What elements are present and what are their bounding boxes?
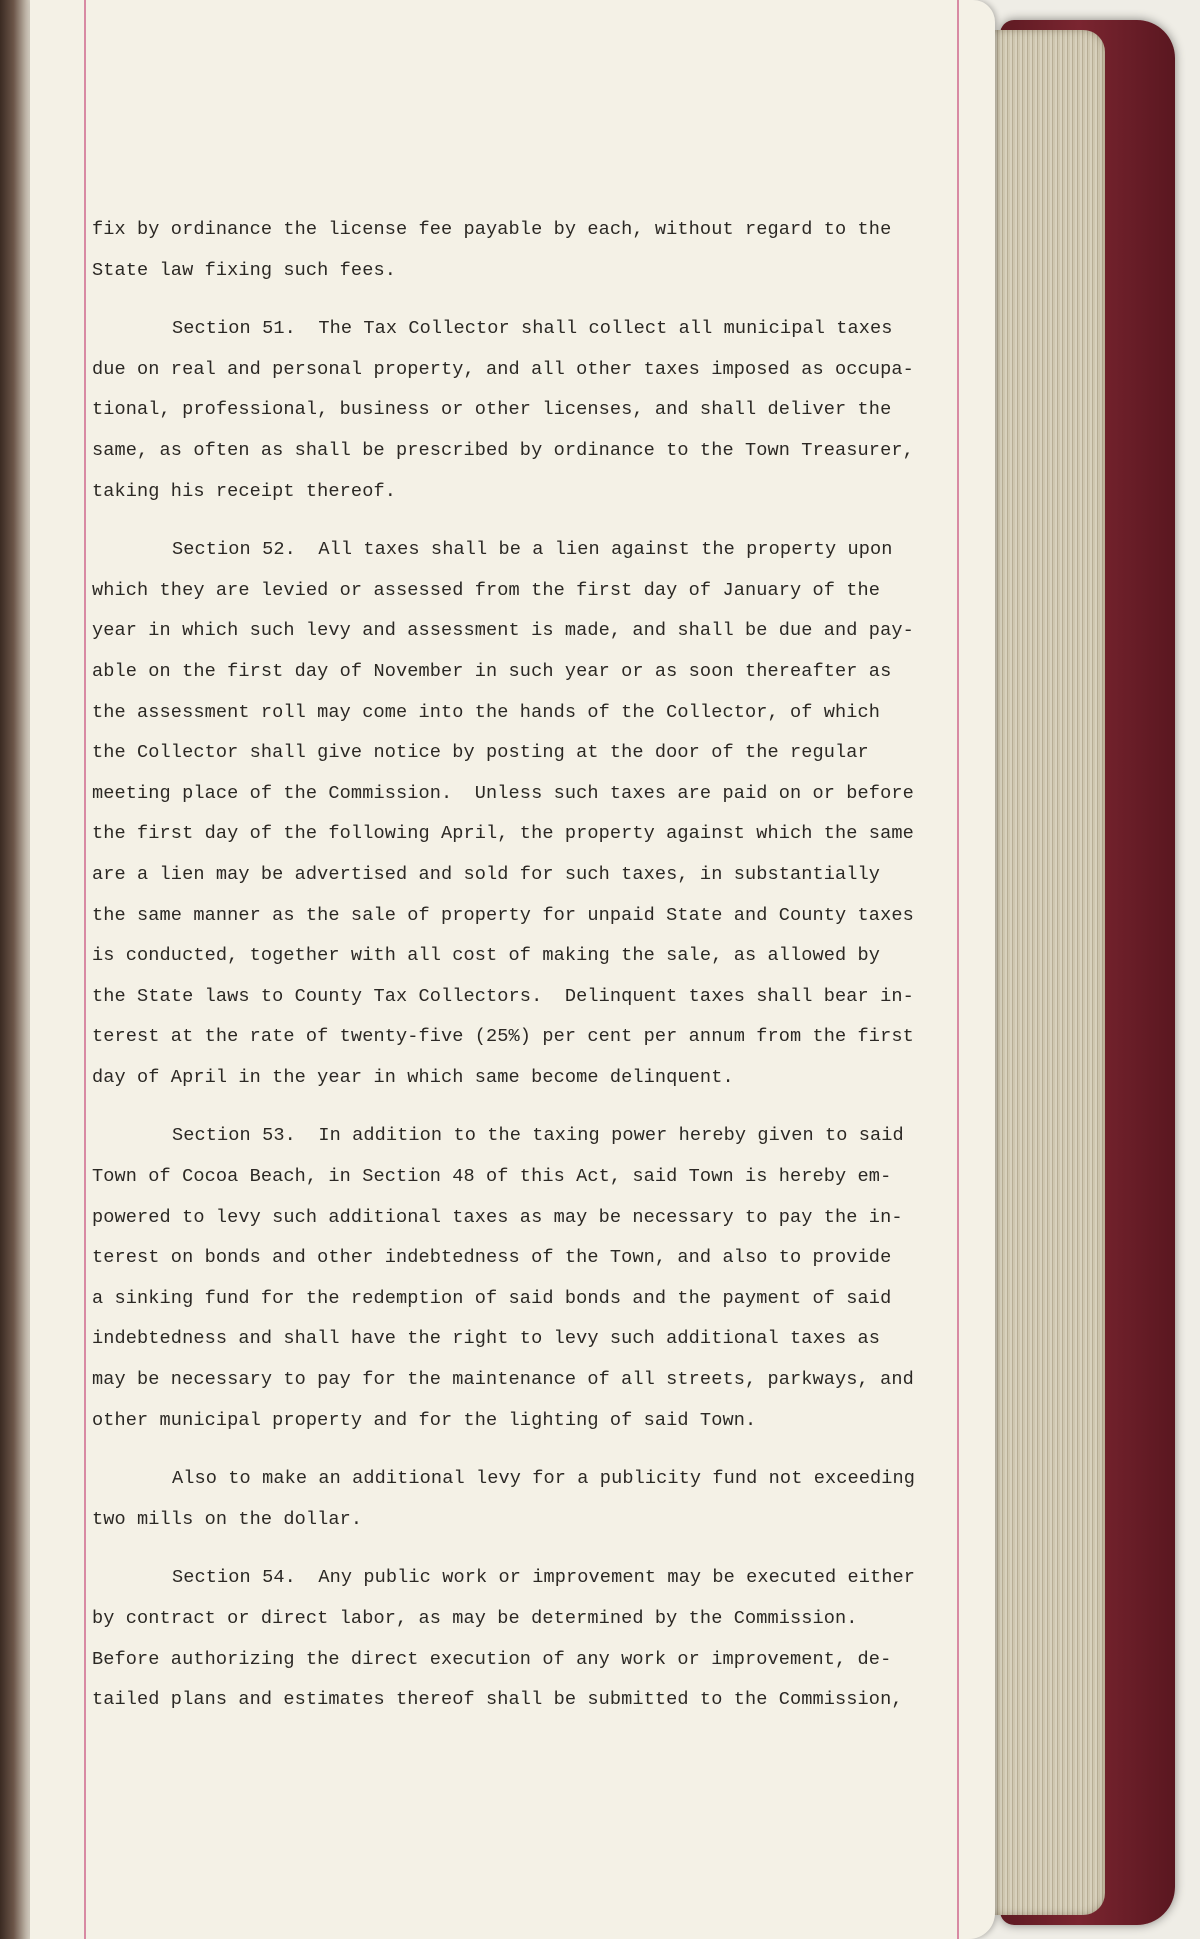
text-line: the assessment roll may come into the hands of the Collector, of which: [92, 701, 881, 723]
text-line: the State laws to County Tax Collectors. Delinquent taxes shall bear in-: [92, 985, 914, 1007]
text-line: by contract or direct labor, as may be determined by the Commission.: [92, 1608, 858, 1629]
section-heading-line: Section 54. Any public work or improvement may be executed either: [172, 1567, 916, 1589]
text-line: terest at the rate of twenty-five (25%) per cent per annum from the first: [92, 1026, 914, 1048]
text-line: powered to levy such additional taxes as may be necessary to pay the in-: [92, 1206, 903, 1228]
text-line: able on the first day of November in such year or as soon thereafter as: [92, 660, 892, 682]
text-line: meeting place of the Commission. Unless such taxes are paid on or before: [92, 782, 914, 804]
text-line: the same manner as the sale of property for unpaid State and County taxes: [92, 904, 914, 926]
paragraph-section-53: [92, 1116, 992, 1441]
paragraph-section-51: [92, 309, 992, 512]
text-line: Also to make an additional levy for a publicity fund not exceeding: [172, 1468, 916, 1490]
text-line: a sinking fund for the redemption of said bonds and the payment of said: [92, 1287, 892, 1309]
paragraph-section-52: [92, 530, 992, 1098]
text-line: tional, professional, business or other licenses, and shall deliver the: [92, 399, 892, 421]
text-line: terest on bonds and other indebtedness of the Town, and also to provide: [92, 1247, 892, 1269]
text-line: State law fixing such fees.: [92, 259, 396, 281]
text-line: same, as often as shall be prescribed by ordinance to the Town Treasurer,: [92, 439, 914, 461]
text-line: which they are levied or assessed from the first day of January of the: [92, 579, 881, 601]
text-line: the first day of the following April, the property against which the same: [92, 823, 914, 845]
section-heading-line: Section 53. In addition to the taxing power hereby given to said: [172, 1125, 904, 1147]
book-binding: [0, 0, 30, 1939]
paragraph-continuation: [92, 210, 992, 291]
text-line: two mills on the dollar.: [92, 1508, 363, 1530]
text-line: year in which such levy and assessment is made, and shall be due and pay-: [92, 620, 914, 642]
text-line: other municipal property and for the lighting of said Town.: [92, 1409, 757, 1431]
text-line: are a lien may be advertised and sold for such taxes, in substantially: [92, 863, 881, 885]
text-line: day of April in the year in which same become delinquent.: [92, 1066, 734, 1088]
section-heading-line: Section 51. The Tax Collector shall collect all municipal taxes: [172, 318, 893, 340]
document-page: [30, 0, 995, 1939]
text-line: fix by ordinance the license fee payable by each, without regard to the: [92, 219, 892, 240]
text-line: tailed plans and estimates thereof shall be submitted to the Commission,: [92, 1689, 903, 1711]
text-line: the Collector shall give notice by posting at the door of the regular: [92, 742, 869, 764]
text-line: Town of Cocoa Beach, in Section 48 of this Act, said Town is hereby em-: [92, 1166, 892, 1188]
left-margin-rule: [84, 0, 86, 1939]
paragraph-publicity-fund: [92, 1459, 992, 1540]
text-line: is conducted, together with all cost of making the sale, as allowed by: [92, 945, 881, 967]
text-line: indebtedness and shall have the right to levy such additional taxes as: [92, 1328, 881, 1350]
typed-text-body: [92, 210, 992, 1739]
text-line: due on real and personal property, and all other taxes imposed as occupa-: [92, 358, 914, 380]
text-line: Before authorizing the direct execution of any work or improvement, de-: [92, 1648, 892, 1670]
paragraph-section-54: [92, 1558, 992, 1720]
text-line: may be necessary to pay for the maintenance of all streets, parkways, and: [92, 1369, 914, 1391]
section-heading-line: Section 52. All taxes shall be a lien against the property upon: [172, 539, 893, 561]
text-line: taking his receipt thereof.: [92, 480, 396, 502]
